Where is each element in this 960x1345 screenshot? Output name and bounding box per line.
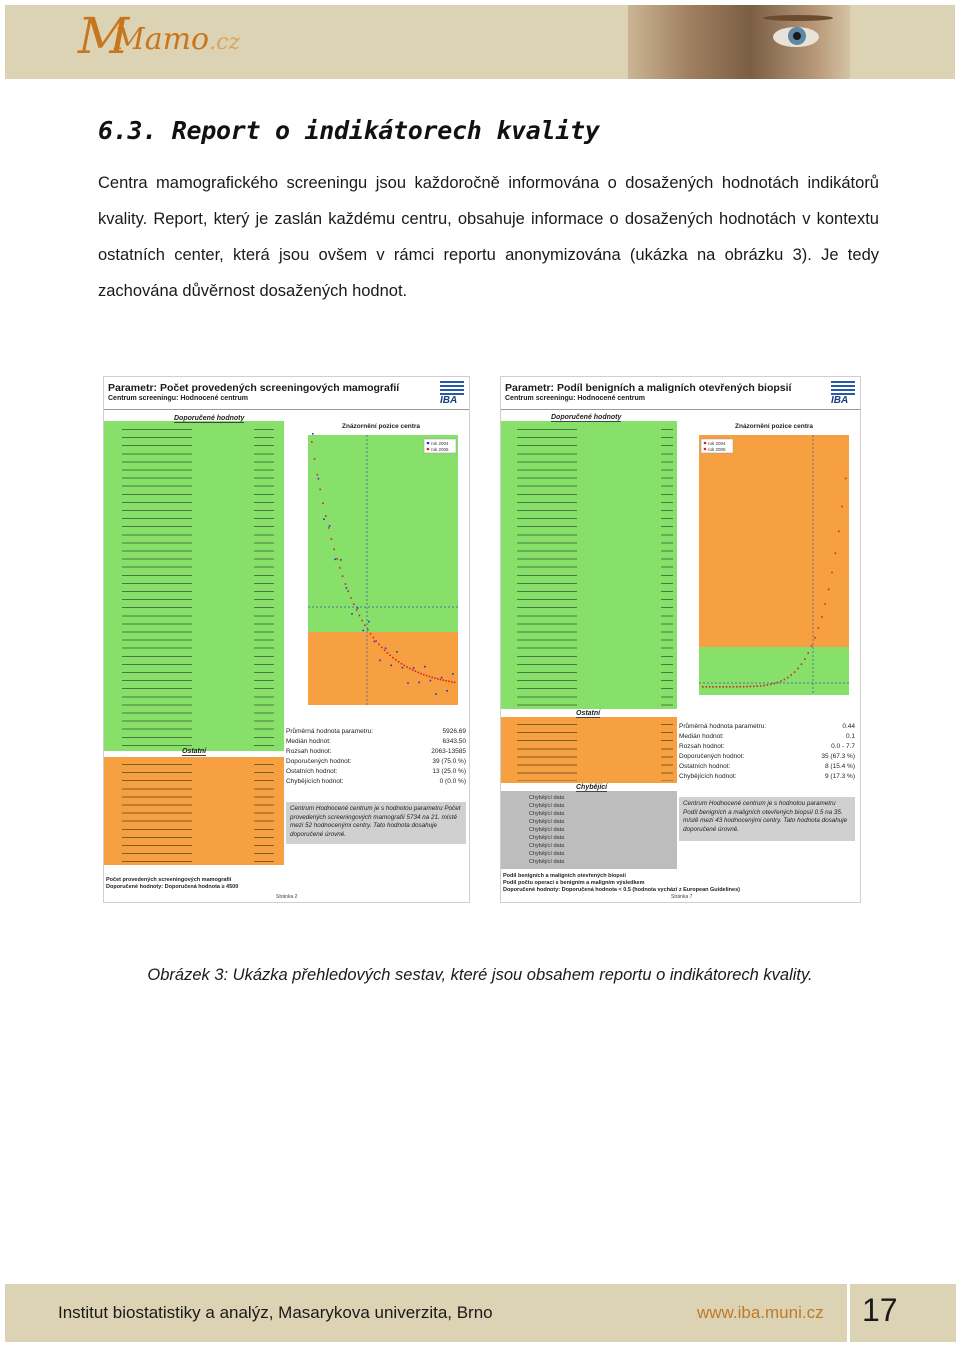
chart-green-zone (308, 435, 458, 632)
scatter-point (451, 681, 453, 683)
stat-label: Chybějících hodnot: (679, 773, 737, 780)
scatter-point (415, 670, 417, 672)
scatter-point (448, 681, 450, 683)
missing-label: Chybějící (576, 784, 608, 791)
others-label: Ostatní (182, 748, 207, 755)
scatter-point (418, 682, 420, 684)
stats-block-left (286, 727, 466, 787)
scatter-point (350, 597, 352, 599)
scatter-point (818, 627, 820, 629)
scatter-point (319, 489, 321, 491)
scatter-point (317, 474, 319, 476)
scatter-point (777, 682, 779, 684)
scatter-point (841, 506, 843, 508)
logo-text: Mamo (114, 22, 210, 57)
scatter-point (763, 685, 765, 687)
stat-row (679, 742, 855, 752)
scatter-point (379, 660, 381, 662)
body-paragraph: Centra mamografického screeningu jsou každoročně informována o dosažených hodnotách indikátorů kvality. Report, který je zaslán každému centru, obsahuje informace o dosažených hodnotách v kontextu ostatních center, která jsou ovšem v rámci reportu anonymizována (ukázka na obrázku 3). Je tedy zachována důvěrnost dosažených hodnot. (98, 174, 879, 300)
chart-left-svg (286, 421, 466, 721)
missing-row: Chybějící data (529, 811, 565, 817)
scatter-point (835, 552, 837, 554)
scatter-point (361, 620, 363, 622)
report-panel-right (500, 376, 861, 903)
scatter-point (736, 686, 738, 688)
stat-label: Ostatních hodnot: (679, 763, 731, 770)
scatter-point (431, 677, 433, 679)
scatter-point (331, 538, 333, 540)
position-chart-left (286, 421, 466, 721)
scatter-point (838, 530, 840, 532)
scatter-point (437, 678, 439, 680)
scatter-point (357, 607, 359, 609)
scatter-point (454, 682, 456, 684)
scatter-point (441, 677, 443, 679)
title-rule (104, 409, 469, 410)
scatter-point (780, 680, 782, 682)
scatter-point (387, 652, 389, 654)
report-title: Parametr: Počet provedených screeningových mamografií (108, 382, 400, 394)
report-panel-left (103, 376, 470, 903)
report-footnote-right: Podíl benigních a maligních otevřených biopsií Podíl počtu operací s benigním a maligním výsledkem Doporučené hodnoty: Doporučená hodnota < 0.5 (hodnota vychází z European Guidelines) (503, 873, 740, 893)
scatter-point (374, 641, 376, 643)
position-chart-right (679, 421, 857, 721)
scatter-point (351, 613, 353, 615)
stat-row (679, 732, 855, 742)
scatter-point (756, 685, 758, 687)
iba-logo (440, 381, 464, 407)
chart-green-zone (699, 647, 849, 695)
stat-value: 2063-13585 (431, 748, 466, 755)
page-mark-left: Stránka 2 (276, 894, 298, 900)
missing-row: Chybějící data (529, 803, 565, 809)
missing-row: Chybějící data (529, 859, 565, 865)
scatter-point (392, 657, 394, 659)
scatter-point (746, 686, 748, 688)
scatter-point (396, 651, 398, 653)
stat-row (679, 722, 855, 732)
scatter-point (345, 583, 347, 585)
footer-institution: Institut biostatistiky a analýz, Masarykova univerzita, Brno (58, 1303, 493, 1322)
others-label: Ostatní (576, 710, 601, 717)
stat-label: Průměrná hodnota parametru: (286, 728, 374, 735)
stat-row (679, 762, 855, 772)
stat-value: 5926.69 (442, 728, 466, 735)
report-title: Parametr: Podíl benigních a maligních otevřených biopsií (505, 382, 792, 394)
scatter-point (384, 649, 386, 651)
scatter-point (356, 609, 358, 611)
missing-row: Chybějící data (529, 851, 565, 857)
scatter-point (395, 659, 397, 661)
figure-caption: Obrázek 3: Ukázka přehledových sestav, které jsou obsahem reportu o indikátorech kvality. (147, 966, 813, 984)
stat-label: Doporučených hodnot: (286, 758, 352, 765)
scatter-point (413, 667, 415, 669)
legend-marker-2004 (704, 442, 707, 445)
others-value-column (661, 719, 673, 781)
chart-title: Znázornění pozice centra (342, 423, 421, 430)
scatter-point (328, 527, 330, 529)
scatter-point (760, 685, 762, 687)
recommended-label: Doporučené hodnoty (174, 415, 245, 422)
others-name-column (122, 759, 192, 863)
scatter-point (435, 693, 437, 695)
scatter-point (402, 667, 404, 669)
report-footnote-left: Počet provedených screeningových mamografií Doporučené hodnoty: Doporučená hodnota ≥ 4500 (106, 877, 239, 890)
scatter-point (719, 686, 721, 688)
scatter-point (729, 686, 731, 688)
scatter-point (794, 671, 796, 673)
scatter-point (716, 686, 718, 688)
scatter-point (743, 686, 745, 688)
stat-value: 39 (75.0 %) (432, 758, 466, 765)
scatter-point (336, 558, 338, 560)
stat-value: 35 (67.3 %) (821, 753, 855, 760)
scatter-point (329, 525, 331, 527)
scatter-point (824, 603, 826, 605)
footer-website-link[interactable]: www.iba.muni.cz (697, 1303, 824, 1322)
scatter-point (406, 666, 408, 668)
stat-label: Doporučených hodnot: (679, 753, 745, 760)
stat-label: Průměrná hodnota parametru: (679, 723, 767, 730)
legend-2004: rok 2004 (708, 441, 726, 446)
page-mark-right: Stránka 7 (671, 894, 693, 900)
scatter-point (446, 690, 448, 692)
scatter-point (753, 686, 755, 688)
stat-row (286, 737, 466, 747)
scatter-point (359, 615, 361, 617)
scatter-point (353, 603, 355, 605)
report-subtitle: Centrum screeningu: Hodnocené centrum (505, 395, 646, 402)
chart-orange-zone (699, 435, 849, 647)
scatter-point (452, 673, 454, 675)
scatter-point (346, 587, 348, 589)
scatter-point (401, 663, 403, 665)
center-value-column (254, 424, 274, 746)
iba-logo-text: IBA (831, 395, 849, 406)
scatter-point (797, 668, 799, 670)
scatter-point (314, 458, 316, 460)
scatter-point (770, 684, 772, 686)
stat-value: 9 (17.3 %) (825, 773, 855, 780)
scatter-point (424, 666, 426, 668)
scatter-point (389, 655, 391, 657)
scatter-point (339, 567, 341, 569)
scatter-point (821, 616, 823, 618)
stat-label: Chybějících hodnot: (286, 778, 344, 785)
scatter-point (784, 679, 786, 681)
scatter-point (367, 629, 369, 631)
scatter-point (845, 478, 847, 480)
mamo-logo[interactable] (78, 7, 258, 72)
scatter-point (368, 621, 370, 623)
logo-suffix: .cz (209, 30, 241, 55)
scatter-point (334, 559, 336, 561)
photo-brow (763, 15, 833, 21)
scatter-point (430, 680, 432, 682)
scatter-point (440, 679, 442, 681)
scatter-point (333, 549, 335, 551)
iba-logo-text: IBA (440, 395, 458, 406)
scatter-point (385, 647, 387, 649)
stat-row (679, 772, 855, 782)
scatter-point (378, 644, 380, 646)
scatter-point (709, 686, 711, 688)
missing-row: Chybějící data (529, 827, 565, 833)
iba-logo (831, 381, 855, 407)
scatter-point (443, 679, 445, 681)
stat-label: Medián hodnot: (286, 738, 331, 745)
evaluation-note-right: Centrum Hodnocené centrum je s hodnotou parametru Podíl benigních a maligních otevřených biopsií 0.5 na 35. místě mezi 43 hodnocenými centry. Tato hodnota dosahuje doporučené úrovně. (679, 797, 855, 841)
stat-value: 8 (15.4 %) (825, 763, 855, 770)
title-rule (501, 409, 860, 410)
scatter-point (342, 575, 344, 577)
scatter-point (814, 637, 816, 639)
scatter-point (831, 572, 833, 574)
stat-row (679, 752, 855, 762)
scatter-point (347, 590, 349, 592)
scatter-point (787, 677, 789, 679)
scatter-point (322, 502, 324, 504)
scatter-point (811, 645, 813, 647)
stat-row (286, 767, 466, 777)
stat-label: Rozsah hodnot: (679, 743, 725, 750)
scatter-point (705, 686, 707, 688)
scatter-point (409, 668, 411, 670)
scatter-point (801, 663, 803, 665)
legend-2004: rok 2004 (431, 441, 449, 446)
scatter-point (767, 684, 769, 686)
scatter-point (750, 686, 752, 688)
stat-value: 0.1 (845, 733, 855, 740)
section-heading: 6.3. Report o indikátorech kvality (98, 116, 600, 145)
scatter-point (323, 518, 325, 520)
stats-block-right (679, 722, 855, 782)
scatter-point (398, 661, 400, 663)
stat-value: 0.44 (842, 723, 855, 730)
legend-marker-2005 (704, 448, 707, 451)
stat-row (286, 727, 466, 737)
legend-marker-2004 (427, 442, 430, 445)
center-name-column (122, 424, 192, 746)
scatter-point (807, 652, 809, 654)
missing-row: Chybějící data (529, 795, 565, 801)
missing-row: Chybějící data (529, 819, 565, 825)
recommended-label: Doporučené hodnoty (551, 414, 622, 421)
scatter-point (790, 674, 792, 676)
scatter-point (364, 624, 366, 626)
stat-row (286, 777, 466, 787)
others-name-column (517, 719, 577, 781)
scatter-point (420, 673, 422, 675)
scatter-point (712, 686, 714, 688)
scatter-point (312, 433, 314, 435)
scatter-point (407, 682, 409, 684)
legend-marker-2005 (427, 448, 430, 451)
header-photo (628, 5, 850, 79)
scatter-point (417, 672, 419, 674)
scatter-point (370, 633, 372, 635)
page-number: 17 (862, 1292, 898, 1328)
scatter-point (403, 665, 405, 667)
scatter-point (445, 680, 447, 682)
scatter-point (429, 676, 431, 678)
scatter-point (702, 686, 704, 688)
scatter-point (722, 686, 724, 688)
scatter-point (434, 677, 436, 679)
missing-row: Chybějící data (529, 835, 565, 841)
logo-initial: M (78, 7, 130, 65)
scatter-point (375, 640, 377, 642)
chart-right-svg (679, 421, 857, 721)
missing-row: Chybějící data (529, 843, 565, 849)
scatter-point (362, 630, 364, 632)
scatter-point (426, 675, 428, 677)
stat-value: 0 (0.0 %) (439, 778, 466, 785)
scatter-point (373, 637, 375, 639)
stat-value: 0.0 - 7.7 (831, 743, 855, 750)
stat-label: Ostatních hodnot: (286, 768, 338, 775)
chart-title: Znázornění pozice centra (735, 423, 814, 430)
iba-logo-bars (440, 381, 464, 395)
scatter-point (325, 515, 327, 517)
evaluation-note-left: Centrum Hodnocené centrum je s hodnotou parametru Počet provedených screeningových mamografií 5734 na 21. místě mezi 52 hodnocenými centry. Tato hodnota dosahuje doporučené úrovně. (286, 802, 466, 844)
center-name-column (517, 424, 577, 706)
scatter-point (423, 674, 425, 676)
scatter-point (733, 686, 735, 688)
scatter-point (311, 441, 313, 443)
report-subtitle: Centrum screeningu: Hodnocené centrum (108, 395, 249, 402)
scatter-point (773, 683, 775, 685)
scatter-point (412, 669, 414, 671)
scatter-point (340, 559, 342, 561)
others-value-column (254, 759, 274, 863)
logo-wordmark (114, 20, 240, 63)
legend-2005: rok 2005 (708, 447, 726, 452)
stat-row (286, 747, 466, 757)
stat-label: Rozsah hodnot: (286, 748, 332, 755)
scatter-point (828, 589, 830, 591)
photo-pupil (793, 32, 801, 40)
scatter-point (381, 647, 383, 649)
stat-value: 13 (25.0 %) (432, 768, 466, 775)
center-value-column (661, 424, 673, 706)
stat-row (286, 757, 466, 767)
scatter-point (804, 658, 806, 660)
legend-2005: rok 2005 (431, 447, 449, 452)
stat-value: 6343.50 (442, 738, 466, 745)
scatter-point (318, 478, 320, 480)
stat-label: Medián hodnot: (679, 733, 724, 740)
missing-list (501, 791, 677, 869)
missing-rows (529, 794, 564, 866)
scatter-point (726, 686, 728, 688)
scatter-point (739, 686, 741, 688)
scatter-point (390, 665, 392, 667)
iba-logo-bars (831, 381, 855, 395)
